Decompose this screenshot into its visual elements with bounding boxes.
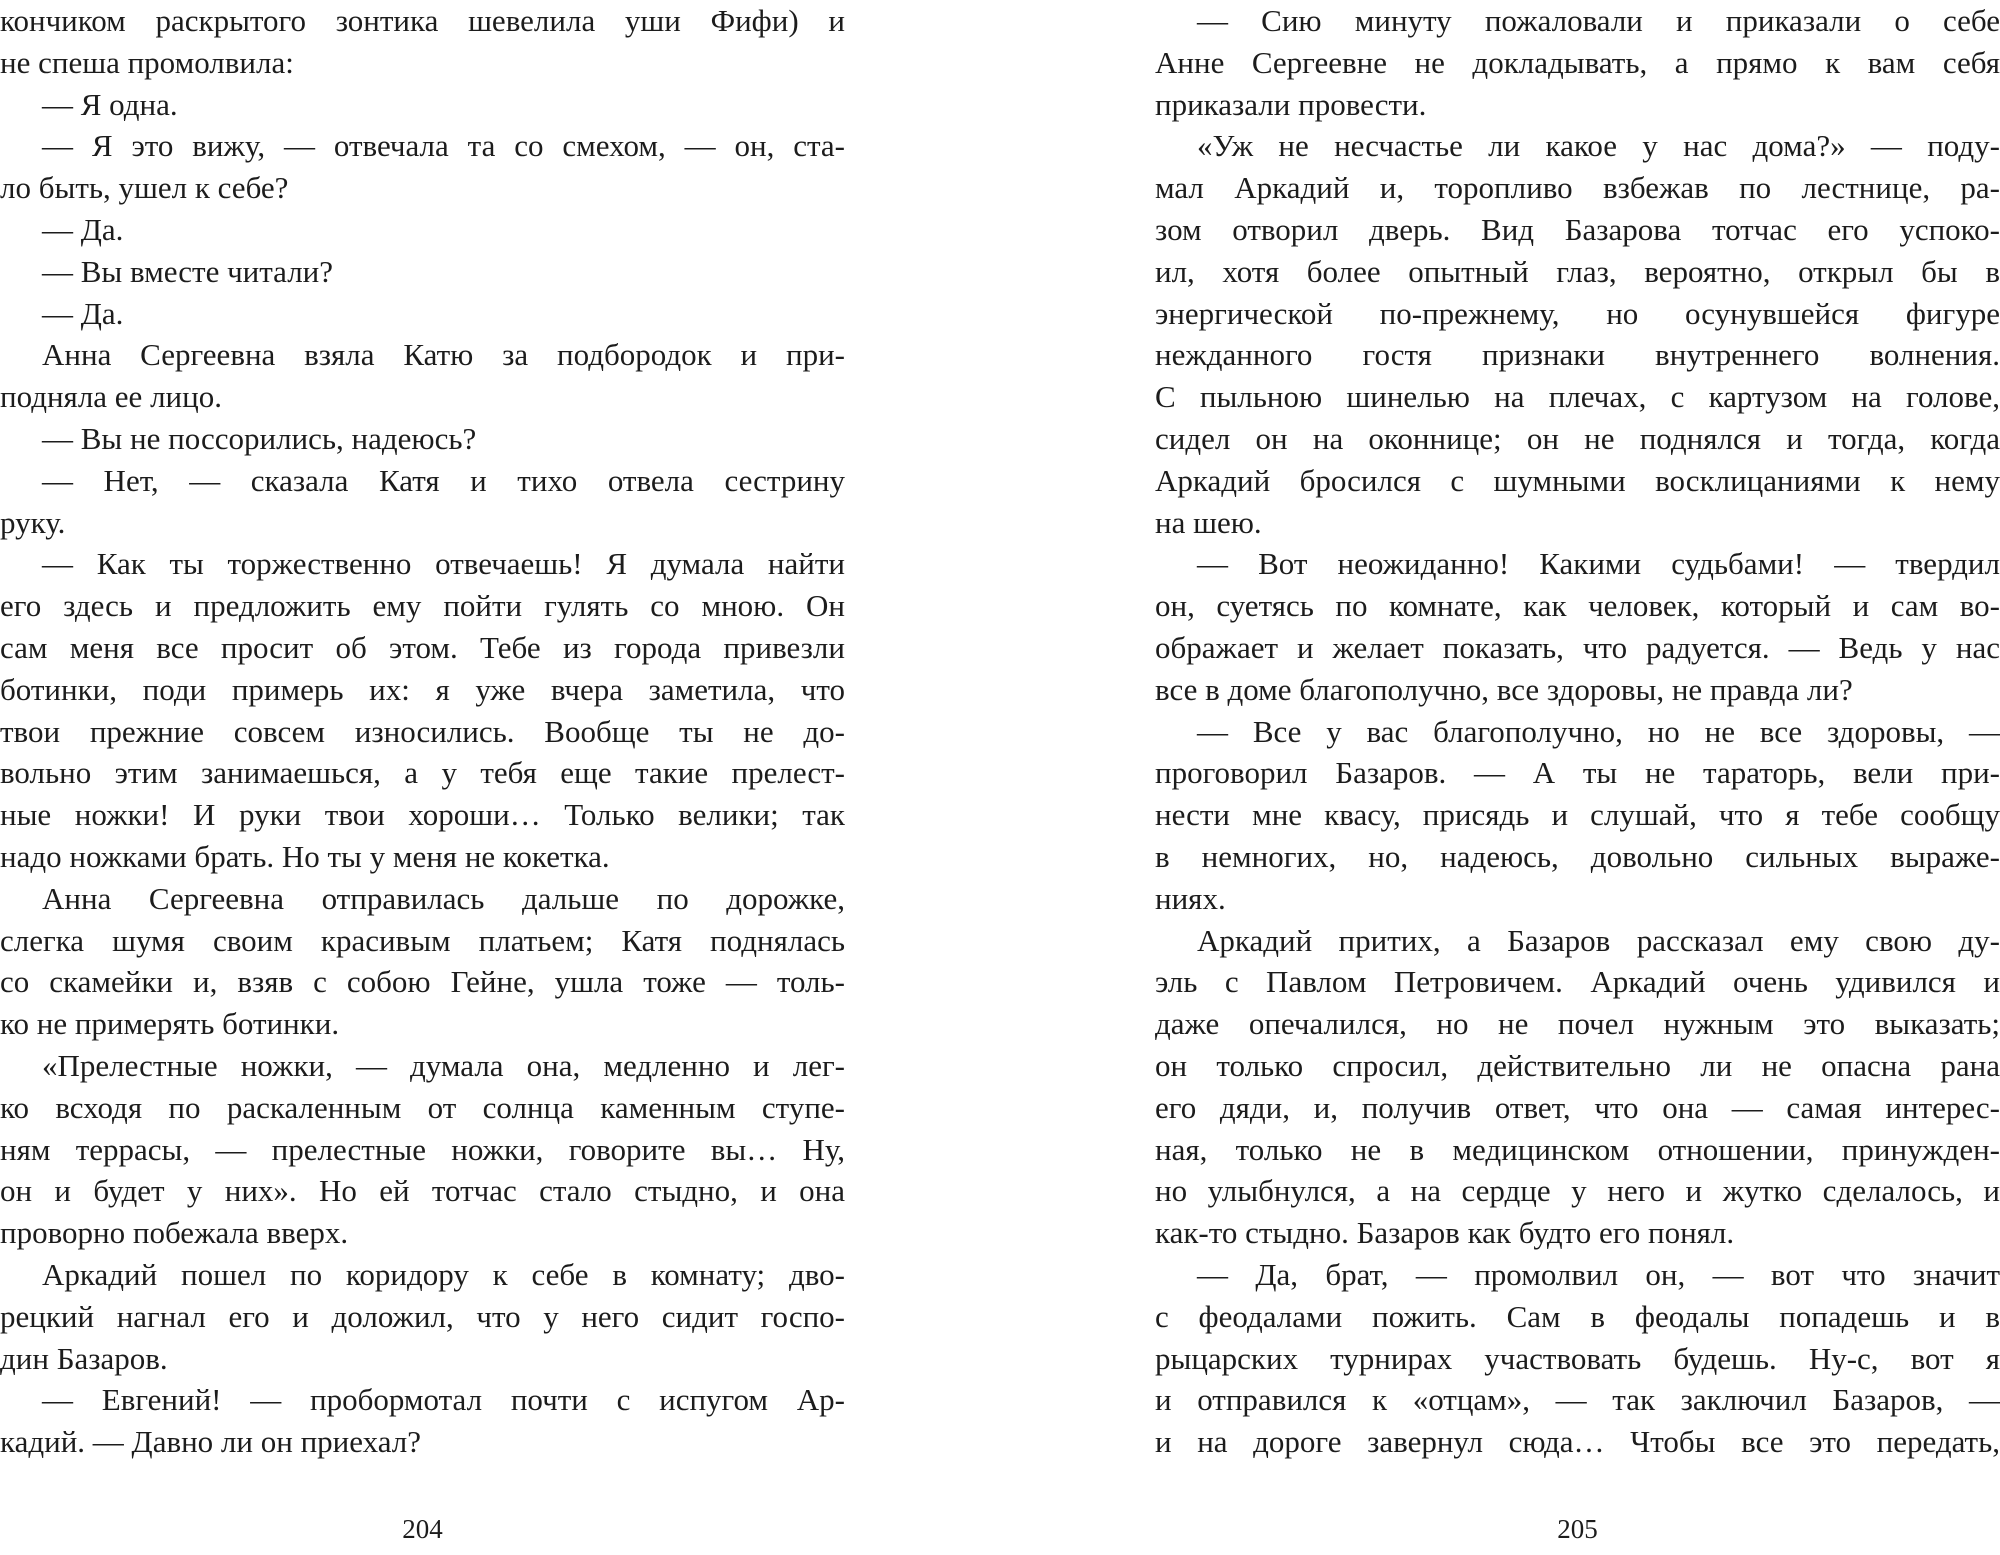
text-line: кадий. — Давно ли он приехал? <box>0 1424 421 1460</box>
text-line: энергической по-прежнему, но осунувшейся фигуре <box>1155 295 2000 331</box>
text-line: вольно этим занимаешься, а у тебя еще такие прелест- <box>0 755 845 791</box>
text-line: все в доме благополучно, все здоровы, не правда ли? <box>1155 671 1853 707</box>
left-page-text <box>0 0 845 1463</box>
text-line: — Вы не поссорились, надеюсь? <box>42 420 477 456</box>
text-line: дин Базаров. <box>0 1340 168 1376</box>
text-line: — Да. <box>42 295 124 331</box>
text-line: рецкий нагнал его и доложил, что у него сидит госпо- <box>0 1298 845 1334</box>
text-line: рыцарских турнирах участвовать будешь. Ну-с, вот я <box>1155 1340 2000 1376</box>
text-line: Анне Сергеевне не докладывать, а прямо к вам себя <box>1155 44 2000 80</box>
text-line: он и будет у них». Но ей тотчас стало стыдно, и она <box>0 1173 845 1209</box>
text-line: ображает и желает показать, что радуется. — Ведь у нас <box>1155 629 2000 665</box>
text-line: как-то стыдно. Базаров как будто его понял. <box>1155 1215 1735 1251</box>
text-line: ботинки, поди примерь их: я уже вчера заметила, что <box>0 671 845 707</box>
text-line: кончиком раскрытого зонтика шевелила уши Фифи) и <box>0 3 845 38</box>
left-page <box>0 0 845 1555</box>
text-line: «Уж не несчастье ли какое у нас дома?» — поду- <box>1197 128 2000 164</box>
text-line: — Я одна. <box>42 86 178 122</box>
text-line: его дяди, и, получив ответ, что она — самая интерес- <box>1155 1089 2000 1125</box>
text-line: проговорил Базаров. — А ты не тараторь, вели при- <box>1155 755 2000 791</box>
text-line: сам меня все просит об этом. Тебе из города привезли <box>0 629 845 665</box>
text-line: ко всходя по раскаленным от солнца каменным ступе- <box>0 1089 845 1125</box>
right-page-text <box>1155 0 2000 1463</box>
right-page <box>1155 0 2000 1555</box>
text-line: Аркадий пошел по коридору к себе в комнату; дво- <box>42 1256 845 1292</box>
text-line: надо ножками брать. Но ты у меня не кокетка. <box>0 838 610 874</box>
text-line: — Нет, — сказала Катя и тихо отвела сестрину <box>42 462 845 498</box>
text-line: ные ножки! И руки твои хороши… Только велики; так <box>0 797 845 833</box>
text-line: Анна Сергеевна взяла Катю за подбородок и при- <box>42 337 845 373</box>
text-line: — Я это вижу, — отвечала та со смехом, — он, ста- <box>42 128 845 164</box>
text-line: нежданного гостя признаки внутреннего волнения. <box>1155 337 2000 373</box>
text-line: — Вот неожиданно! Какими судьбами! — твердил <box>1197 546 2000 582</box>
text-line: нести мне квасу, присядь и слушай, что я тебе сообщу <box>1155 797 2000 833</box>
text-line: ло быть, ушел к себе? <box>0 170 289 206</box>
text-line: слегка шумя своим красивым платьем; Катя поднялась <box>0 922 845 958</box>
text-line: его здесь и предложить ему пойти гулять со мною. Он <box>0 588 845 624</box>
page-number: 205 <box>1557 1514 1598 1544</box>
text-line: — Сию минуту пожаловали и приказали о себе <box>1197 3 2000 38</box>
text-line: — Все у вас благополучно, но не все здоровы, — <box>1197 713 2000 749</box>
text-line: со скамейки и, взяв с собою Гейне, ушла тоже — толь- <box>0 964 845 1000</box>
text-line: приказали провести. <box>1155 86 1427 122</box>
text-line: ная, только не в медицинском отношении, принужден- <box>1155 1131 2000 1167</box>
text-line: эль с Павлом Петровичем. Аркадий очень удивился и <box>1155 964 2000 1000</box>
page-number: 204 <box>402 1514 443 1544</box>
text-line: с феодалами пожить. Сам в феодалы попадешь и в <box>1155 1298 2000 1334</box>
text-line: проворно побежала вверх. <box>0 1215 349 1251</box>
text-line: — Вы вместе читали? <box>42 253 334 289</box>
text-line: — Как ты торжественно отвечаешь! Я думала найти <box>42 546 845 582</box>
text-line: ил, хотя более опытный глаз, вероятно, открыл бы в <box>1155 253 2000 289</box>
text-line: мал Аркадий и, торопливо взбежав по лестнице, ра- <box>1155 170 2000 206</box>
text-line: С пыльною шинелью на плечах, с картузом на голове, <box>1155 379 2000 415</box>
text-line: твои прежние совсем износились. Вообще ты не до- <box>0 713 845 749</box>
text-line: Аркадий бросился с шумными восклицаниями к нему <box>1155 462 2000 498</box>
text-line: «Прелестные ножки, — думала она, медленно и лег- <box>42 1047 845 1083</box>
text-line: в немногих, но, надеюсь, довольно сильных выраже- <box>1155 838 2000 874</box>
text-line: — Евгений! — пробормотал почти с испугом Ар- <box>42 1382 845 1418</box>
text-line: на шею. <box>1155 504 1262 540</box>
text-line: руку. <box>0 504 66 540</box>
text-line: он только спросил, действительно ли не опасна рана <box>1155 1047 2000 1083</box>
text-line: ко не примерять ботинки. <box>0 1006 340 1042</box>
text-line: зом отворил дверь. Вид Базарова тотчас его успоко- <box>1155 211 2000 247</box>
text-line: сидел он на оконнице; он не поднялся и тогда, когда <box>1155 420 2000 456</box>
text-line: Аркадий притих, а Базаров рассказал ему свою ду- <box>1197 922 2000 958</box>
text-line: подняла ее лицо. <box>0 379 222 415</box>
text-line: ниях. <box>1155 880 1226 916</box>
text-line: — Да, брат, — промолвил он, — вот что значит <box>1197 1256 2000 1292</box>
text-line: но улыбнулся, а на сердце у него и жутко сделалось, и <box>1155 1173 2000 1209</box>
text-line: он, суетясь по комнате, как человек, который и сам во- <box>1155 588 2000 624</box>
text-line: ням террасы, — прелестные ножки, говорите вы… Ну, <box>0 1131 845 1167</box>
text-line: не спеша промолвила: <box>0 44 294 80</box>
text-line: — Да. <box>42 211 124 247</box>
text-line: Анна Сергеевна отправилась дальше по дорожке, <box>42 880 845 916</box>
text-line: и отправился к «отцам», — так заключил Базаров, — <box>1155 1382 2000 1418</box>
text-line: и на дороге завернул сюда… Чтобы все это передать, <box>1155 1424 2000 1460</box>
text-line: даже опечалился, но не почел нужным это выказать; <box>1155 1006 2000 1042</box>
